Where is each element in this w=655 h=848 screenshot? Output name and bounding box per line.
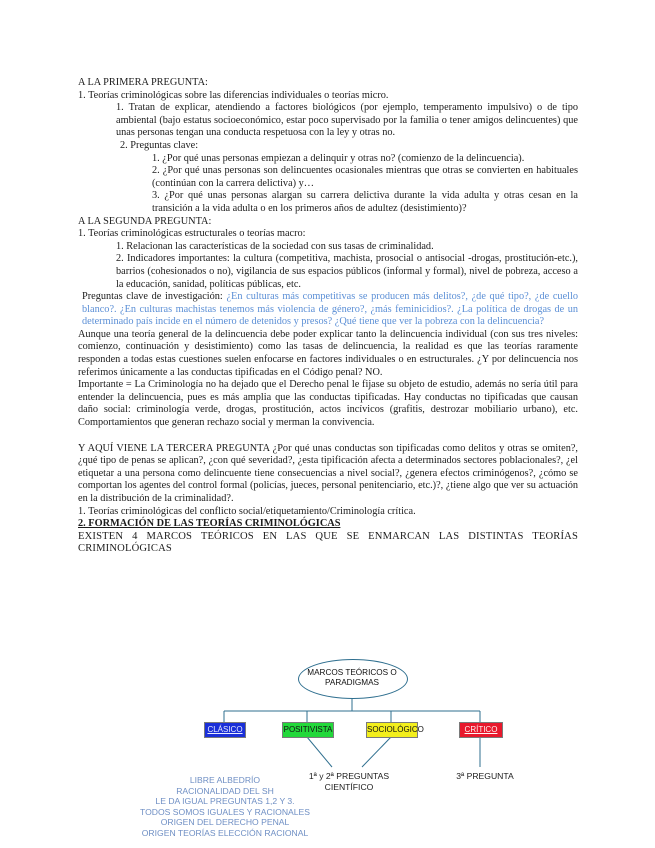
paradigms-diagram (130, 655, 530, 848)
classic-line: LIBRE ALBEDRÍO (189, 775, 261, 785)
third-item1: 1. Teorías criminológicas del conflicto social/etiquetamiento/Criminología crítica. (78, 505, 416, 517)
key-questions-text: ¿En culturas más competitivas se producen más delitos?, ¿de qué tipo?, ¿de cuello blanco?. ¿En culturas machistas tenemos más violencia de género?, ¿más feminicidios?. ¿La política de drogas de un determinado país incide en el número de detenidos y presos? ¿Qué tiene que ver la pobreza con la delincuencia? (82, 291, 579, 328)
important-paragraph: Importante = La Criminología no ha dejado que el Derecho penal le fijase su objeto de estudio, además no sería útil para entender la delincuencia, pues es más amplia que las conductas tipificadas. Hay conductas no tipificadas que causan daño social: criminología verde, drogas, prostitución, actos incívicos (grafitis, destrozar mobiliario urbano), etc. Comportamientos que generan rechazo social y merman la convivencia. (78, 379, 578, 429)
section1-question3: 3. ¿Por qué unas personas alargan su carrera delictiva durante la vida adulta y otras cesan en la transición a la vida adulta o en los primeros años de adultez (desistimiento)? (152, 190, 578, 214)
section2-sub1: 1. Relacionan las características de la sociedad con sus tasas de criminalidad. (116, 240, 434, 252)
root-node-label (290, 668, 414, 687)
positivist-line1: 1ª y 2ª PREGUNTAS (308, 771, 390, 781)
classic-line: ORIGEN DEL DERECHO PENAL (160, 817, 290, 828)
positivist-sociological-description (294, 771, 404, 792)
critical-line1: 3ª PREGUNTA (456, 771, 514, 781)
critical-description (440, 771, 530, 782)
section2-item1: 1. Teorías criminológicas estructurales o teorías macro: (78, 228, 306, 240)
section1-question2: 2. ¿Por qué unas personas son delincuentes ocasionales mientras que otras se convierten en habituales (continúan con la carrera delictiva) y… (152, 165, 578, 189)
section1-heading: A LA PRIMERA PREGUNTA: (78, 77, 208, 88)
positivist-line2: CIENTÍFICO (324, 781, 374, 792)
root-node-line2: PARADIGMAS (325, 677, 379, 687)
key-questions (78, 291, 578, 329)
connector-sociological-down (362, 737, 391, 767)
document-body (78, 77, 578, 556)
section-title: 2. FORMACIÓN DE LAS TEORÍAS CRIMINOLÓGICAS (78, 518, 341, 530)
section-intro: EXISTEN 4 MARCOS TEÓRICOS EN LAS QUE SE ENMARCAN LAS DISTINTAS TEORÍAS CRIMINOLÓGICAS (78, 530, 578, 555)
third-question-lead: Y AQUÍ VIENE LA TERCERA PREGUNTA (78, 442, 270, 454)
section1-sub1: 1. Tratan de explicar, atendiendo a factores biológicos (por ejemplo, temperamento impulsivo) o de tipo ambiental (bajo estatus socioeconómico, estar poco supervisado por la familia o tener amigos delincuentes) que unas personas tengan una conducta respetuosa con la ley y otras no. (116, 102, 578, 139)
node-sociological: SOCIOLÓGICO (366, 722, 418, 738)
classic-line: ORIGEN TEORÍAS ELECCIÓN RACIONAL (141, 827, 309, 838)
node-classic: CLÁSICO (204, 722, 246, 738)
section2-sub2: 2. Indicadores importantes: la cultura (competitiva, machista, prosocial o antisocial -drogas, prostitución-etc.), barrios (cohesionados o no), vigilancia de sus espacios públicos (informal y formal), nivel de pobreza, acceso a la educación, sanidad, políticas públicas, etc. (116, 253, 578, 290)
classic-description (130, 775, 320, 839)
section2-heading: A LA SEGUNDA PREGUNTA: (78, 215, 212, 227)
classic-line: LE DA IGUAL PREGUNTAS 1,2 Y 3. (155, 796, 295, 807)
node-positivist: POSITIVISTA (282, 722, 334, 738)
third-question-paragraph (78, 443, 578, 506)
key-questions-label: Preguntas clave de investigación: (82, 291, 223, 303)
root-node-line1: MARCOS TEÓRICOS O (307, 668, 397, 677)
general-theory-paragraph: Aunque una teoría general de la delincuencia debe poder explicar tanto la delincuencia individual (con sus tres niveles: comienzo, continuación y desistimiento) como las tasas de delincuencia, la realidad es que las teorías raramente responden a todas estas cuestiones suelen enfocarse en factores individuales o en estructurales. ¿Y por delincuencia nos referimos únicamente a las conductas tipificadas en el Código penal? NO. (78, 328, 578, 378)
section1-question1: 1. ¿Por qué unas personas empiezan a delinquir y otras no? (comienzo de la delincuencia). (152, 152, 525, 164)
section1-sub2: 2. Preguntas clave: (120, 139, 199, 151)
spacer (78, 430, 578, 443)
section1-item1: 1. Teorías criminológicas sobre las diferencias individuales o teorías micro. (78, 89, 389, 101)
node-critical: CRÍTICO (459, 722, 503, 738)
connector-positivist-down (307, 737, 332, 767)
third-question-text: ¿Por qué unas conductas son tipificadas como delitos y otras se omiten?, ¿qué tipo de penas se aplican?, ¿con qué severidad?, ¿esta tipificación afecta a determinados sectores poblacionales?, ¿el etiquetar a una persona como delincuente tiene consecuencias a nivel social?, ¿genera efectos criminógenos?, ¿cómo se comportan los agentes del control formal (policías, jueces, personal penitenciario, etc.)?, ¿tiene algo que ver su actuación en la distribución de la criminalidad?. (78, 442, 578, 504)
classic-line: RACIONALIDAD DEL SH (176, 785, 274, 796)
classic-line: TODOS SOMOS IGUALES Y RACIONALES (139, 806, 311, 817)
